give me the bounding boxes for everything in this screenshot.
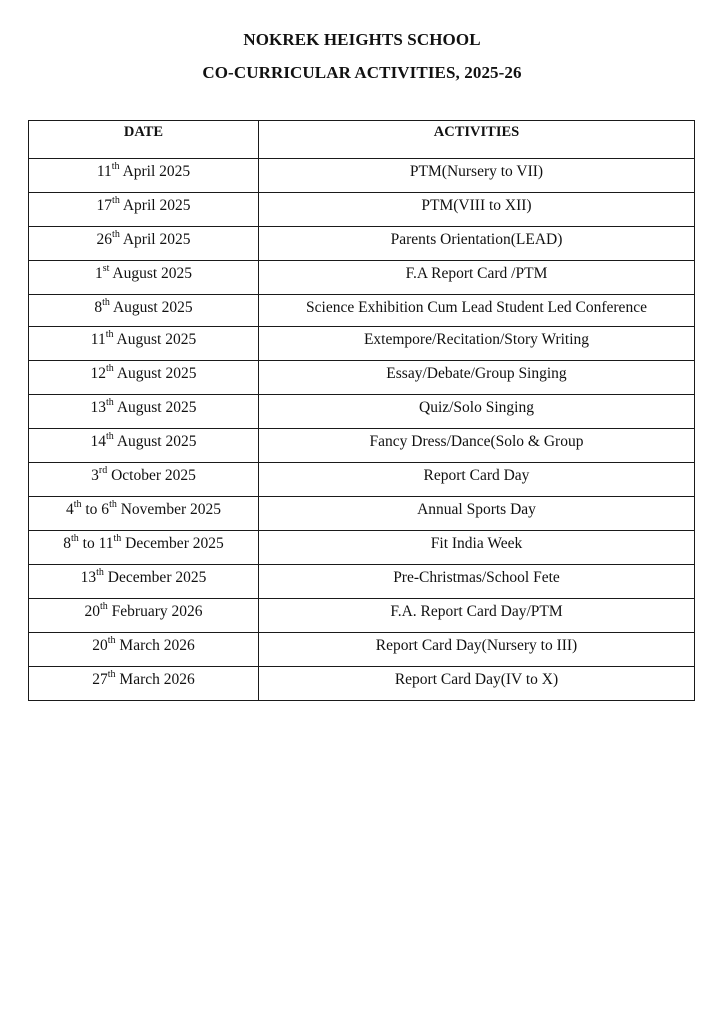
date-ordinal-suffix: th — [106, 396, 114, 408]
date-text: August 2025 — [113, 399, 197, 416]
date-ordinal-suffix: th — [113, 532, 122, 544]
date-cell — [29, 429, 259, 463]
date-ordinal-suffix: th — [105, 328, 114, 340]
date-text: 13 — [90, 399, 107, 416]
table-row — [29, 395, 695, 429]
date-ordinal-suffix: th — [112, 194, 120, 206]
activity-cell: Report Card Day(IV to X) — [259, 667, 695, 701]
table-row — [29, 261, 695, 295]
activity-cell: Fit India Week — [259, 531, 695, 565]
activity-cell: Essay/Debate/Group Singing — [259, 361, 695, 395]
date-text: 1 — [94, 265, 103, 282]
table-row — [29, 361, 695, 395]
date-text: March 2026 — [115, 637, 195, 654]
table-header-row — [29, 121, 695, 159]
date-ordinal-suffix: th — [100, 600, 108, 612]
activity-cell: Pre-Christmas/School Fete — [259, 565, 695, 599]
date-text: August 2025 — [109, 299, 193, 316]
activity-cell: PTM(VIII to XII) — [259, 193, 695, 227]
table-row — [29, 599, 695, 633]
date-cell — [29, 497, 259, 531]
date-text: February 2026 — [107, 603, 203, 620]
date-cell — [29, 227, 259, 261]
date-ordinal-suffix: th — [107, 634, 116, 646]
table-row — [29, 633, 695, 667]
date-ordinal-suffix: th — [112, 228, 120, 240]
activity-cell: F.A Report Card /PTM — [259, 261, 695, 295]
date-text: 14 — [90, 433, 107, 450]
table-row — [29, 565, 695, 599]
table-row — [29, 667, 695, 701]
date-text: 3 — [91, 467, 99, 484]
activity-cell: Annual Sports Day — [259, 497, 695, 531]
date-cell — [29, 193, 259, 227]
school-name: NOKREK HEIGHTS SCHOOL — [243, 30, 481, 49]
date-text: 4 — [65, 501, 74, 518]
activity-cell: Fancy Dress/Dance(Solo & Group — [259, 429, 695, 463]
date-cell — [29, 565, 259, 599]
activity-cell: Report Card Day(Nursery to III) — [259, 633, 695, 667]
column-header-date: DATE — [29, 121, 259, 159]
date-cell — [29, 327, 259, 361]
date-ordinal-suffix: th — [102, 296, 110, 308]
date-text: 8 — [63, 535, 71, 552]
date-ordinal-suffix: th — [71, 532, 79, 544]
date-text: October 2025 — [107, 467, 196, 484]
date-text: 12 — [90, 365, 107, 382]
date-cell — [29, 667, 259, 701]
date-cell — [29, 361, 259, 395]
table-row — [29, 531, 695, 565]
table-row — [29, 429, 695, 463]
activity-cell: Extempore/Recitation/Story Writing — [259, 327, 695, 361]
date-cell — [29, 633, 259, 667]
date-ordinal-suffix: st — [102, 262, 110, 274]
date-text: December 2025 — [121, 535, 224, 552]
date-text: 20 — [84, 603, 100, 620]
date-text: November 2025 — [116, 501, 222, 518]
column-header-activities: ACTIVITIES — [259, 121, 695, 159]
date-text: April 2025 — [119, 197, 191, 214]
date-text: December 2025 — [103, 569, 207, 586]
date-text: March 2026 — [115, 671, 195, 688]
date-text: 17 — [96, 197, 113, 214]
date-ordinal-suffix: th — [111, 160, 120, 172]
date-cell — [29, 261, 259, 295]
table-row — [29, 227, 695, 261]
date-text: 20 — [92, 637, 108, 654]
date-ordinal-suffix: th — [107, 668, 116, 680]
date-ordinal-suffix: th — [109, 498, 117, 510]
date-text: April 2025 — [119, 163, 191, 180]
activity-cell: Science Exhibition Cum Lead Student Led Conference — [259, 295, 695, 327]
date-cell — [29, 159, 259, 193]
table-row — [29, 295, 695, 327]
date-text: 27 — [92, 671, 108, 688]
date-cell — [29, 599, 259, 633]
date-cell — [29, 295, 259, 327]
date-text: 11 — [90, 331, 106, 348]
activity-cell: Quiz/Solo Singing — [259, 395, 695, 429]
date-ordinal-suffix: th — [106, 362, 114, 374]
date-ordinal-suffix: th — [96, 566, 104, 578]
document-title: CO-CURRICULAR ACTIVITIES, 2025-26 — [202, 63, 522, 82]
date-text: August 2025 — [113, 331, 197, 348]
table-row — [29, 159, 695, 193]
date-ordinal-suffix: th — [73, 498, 82, 510]
date-text: to 11 — [78, 535, 114, 552]
table-body — [29, 159, 695, 701]
date-text: to 6 — [81, 501, 110, 518]
date-text: August 2025 — [109, 265, 193, 282]
date-text: August 2025 — [113, 433, 197, 450]
activity-cell: Parents Orientation(LEAD) — [259, 227, 695, 261]
date-cell — [29, 531, 259, 565]
date-ordinal-suffix: th — [106, 430, 114, 442]
date-text: 13 — [80, 569, 97, 586]
activities-table — [28, 120, 695, 701]
activity-cell: PTM(Nursery to VII) — [259, 159, 695, 193]
date-cell — [29, 395, 259, 429]
activity-cell: Report Card Day — [259, 463, 695, 497]
table-row — [29, 193, 695, 227]
date-text: 11 — [96, 163, 112, 180]
activity-cell: F.A. Report Card Day/PTM — [259, 599, 695, 633]
table-row — [29, 463, 695, 497]
table-row — [29, 327, 695, 361]
date-text: August 2025 — [113, 365, 197, 382]
date-text: 8 — [94, 299, 103, 316]
table-row — [29, 497, 695, 531]
date-text: 26 — [96, 231, 113, 248]
date-cell — [29, 463, 259, 497]
date-text: April 2025 — [119, 231, 191, 248]
date-ordinal-suffix: rd — [98, 464, 108, 476]
